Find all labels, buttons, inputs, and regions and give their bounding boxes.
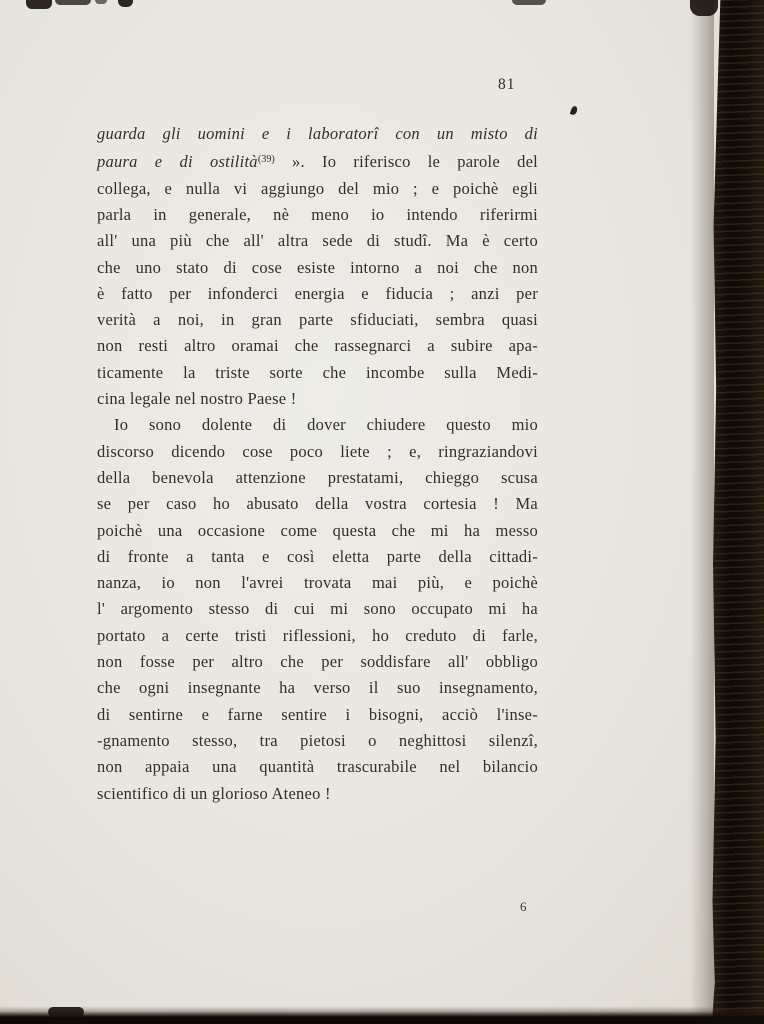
text-line (97, 518, 538, 544)
text-line (97, 176, 538, 202)
text-line (97, 360, 538, 386)
text-line (97, 491, 538, 517)
text-segment: non fosse per altro che per soddisfare all' obbligo (97, 652, 538, 672)
text-segment: di fronte a tanta e così eletta parte della cittadi- (97, 546, 538, 566)
text-line (97, 570, 538, 596)
footnote-reference: (39) (257, 154, 275, 166)
text-line (97, 439, 538, 465)
page-number: 81 (498, 76, 516, 93)
text-line (97, 754, 538, 780)
text-line (97, 623, 538, 649)
text-segment: è fatto per infonderci energia e fiducia ; anzi per (97, 283, 538, 303)
text-segment: -gnamento stesso, tra pietosi o neghittosi silenzî, (97, 730, 538, 750)
text-line (97, 333, 538, 359)
text-line (97, 675, 538, 701)
text-line (97, 386, 538, 412)
top-scan-mark (512, 0, 546, 5)
text-line (97, 307, 538, 333)
text-segment: l' argomento stesso di cui mi sono occupato mi ha (97, 599, 538, 619)
signature-mark: 6 (520, 899, 527, 914)
text-segment: non appaia una quantità trascurabile nel bilancio (97, 757, 538, 777)
text-segment: della benevola attenzione prestatami, chieggo scusa (97, 467, 538, 487)
top-right-scan-mark (690, 0, 718, 16)
top-scan-mark (55, 0, 91, 5)
text-line (97, 255, 538, 281)
bottom-scan-edge (0, 1006, 764, 1024)
text-line (97, 281, 538, 307)
text-line (97, 228, 538, 254)
body-text-block (97, 121, 538, 807)
text-line (97, 596, 538, 622)
text-segment: portato a certe tristi riflessioni, ho creduto di farle, (97, 625, 538, 645)
text-segment: poichè una occasione come questa che mi ha messo (97, 520, 538, 540)
text-line (97, 202, 538, 228)
top-scan-mark (95, 0, 107, 4)
top-scan-mark (26, 0, 52, 9)
text-segment: collega, e nulla vi aggiungo del mio ; e poichè egli (97, 178, 538, 198)
text-segment: che ogni insegnante ha verso il suo insegnamento, (97, 678, 538, 698)
bottom-left-scan-mark (48, 1007, 84, 1017)
text-segment: Io sono dolente di dover chiudere questo mio (114, 415, 538, 435)
text-segment: paura e di ostilità (97, 152, 258, 172)
text-line (97, 649, 538, 675)
text-segment: scientifico di un glorioso Ateneo ! (97, 783, 331, 803)
text-segment: guarda gli uomini e i laboratorî con un misto di (97, 124, 538, 143)
text-line (97, 702, 538, 728)
text-segment: di sentirne e farne sentire i bisogni, acciò l'inse- (97, 704, 538, 724)
text-segment: ticamente la triste sorte che incombe sulla Medi- (97, 362, 538, 382)
book-binding-edge (712, 0, 764, 1024)
text-line (97, 781, 538, 807)
text-line (97, 728, 538, 754)
text-segment: se per caso ho abusato della vostra cortesia ! Ma (97, 494, 538, 514)
binding-shadow (690, 0, 714, 1024)
text-segment: cina legale nel nostro Paese ! (97, 389, 297, 409)
ink-speck (570, 105, 578, 115)
text-line (97, 465, 538, 491)
text-line (97, 147, 538, 175)
top-scan-mark (118, 0, 133, 7)
text-segment: parla in generale, nè meno io intendo riferirmi (97, 205, 538, 224)
text-segment: nanza, io non l'avrei trovata mai più, e poichè (97, 573, 538, 593)
text-line (97, 412, 538, 438)
text-segment: verità a noi, in gran parte sfiduciati, sembra quasi (97, 310, 538, 330)
text-segment: discorso dicendo cose poco liete ; e, ringraziandovi (97, 441, 538, 461)
text-segment: ». Io riferisco le parole del (274, 152, 538, 172)
text-line (97, 544, 538, 570)
text-segment: all' una più che all' altra sede di studî. Ma è certo (97, 231, 538, 251)
text-segment: non resti altro oramai che rassegnarci a subire apa- (97, 336, 538, 356)
text-segment: che uno stato di cose esiste intorno a noi che non (97, 257, 538, 277)
text-line (97, 121, 538, 147)
